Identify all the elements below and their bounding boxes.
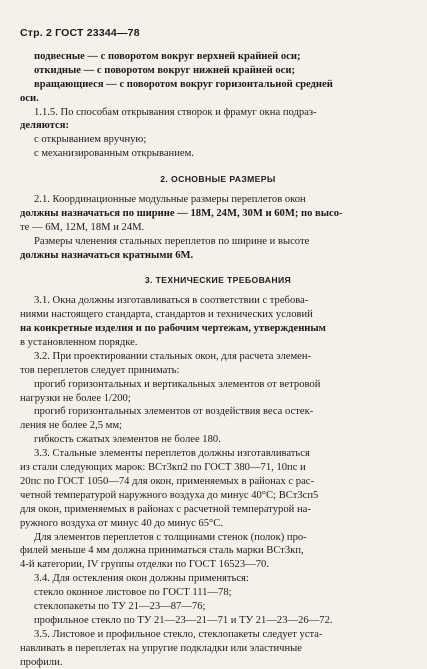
text-line: профильное стекло по ТУ 21—23—21—71 и ТУ 21—23—26—72. <box>34 614 333 626</box>
text-line: деляются: <box>20 120 69 132</box>
section-2-heading: 2. ОСНОВНЫЕ РАЗМЕРЫ <box>160 174 276 185</box>
section-3-body <box>20 294 416 669</box>
section-3-heading: 3. ТЕХНИЧЕСКИЕ ТРЕБОВАНИЯ <box>144 275 292 286</box>
text-line: тов переплетов следует принимать: <box>20 364 180 376</box>
text-line: 3.2. При проектировании стальных окон, для расчета элемен- <box>34 350 312 362</box>
text-line: 3.5. Листовое и профильное стекло, стеклопакеты следует уста- <box>34 628 323 640</box>
text-line: 4-й категории, IV группы отделки по ГОСТ 16523—70. <box>20 559 269 571</box>
text-line: из стали следующих марок: ВСт3кп2 по ГОСТ 380—71, 10пс и <box>20 462 306 474</box>
section-1-continuation <box>20 50 416 161</box>
text-line: вращающиеся — с поворотом вокруг горизонтальной средней <box>34 78 333 90</box>
page-header: Стр. 2 ГОСТ 23344—78 <box>20 27 140 39</box>
text-line: нагрузки не более 1/200; <box>20 392 131 404</box>
text-line: 20пс по ГОСТ 1050—74 для окон, применяемых в районах с рас- <box>20 475 315 487</box>
text-line: откидные — с поворотом вокруг нижней крайней оси; <box>34 64 295 76</box>
text-line: с открыванием вручную; <box>34 134 147 146</box>
text-line: профили. <box>20 656 63 668</box>
text-line: стеклопакеты по ТУ 21—23—87—76; <box>34 600 206 612</box>
section-2-body <box>20 193 416 262</box>
text-line: стекло оконное листовое по ГОСТ 111—78; <box>34 587 232 599</box>
text-line: прогиб горизонтальных и вертикальных элементов от ветровой <box>34 378 321 390</box>
text-line: прогиб горизонтальных элементов от воздействия веса остек- <box>34 406 314 418</box>
text-line: для окон, применяемых в районах с расчетной температурой на- <box>20 503 311 515</box>
text-line: Размеры членения стальных переплетов по ширине и высоте <box>34 235 310 247</box>
text-line: Для элементов переплетов с толщинами стенок (полок) про- <box>34 531 307 543</box>
text-line: оси. <box>20 92 39 104</box>
text-line: 1.1.5. По способам открывания створок и фрамуг окна подраз- <box>34 106 317 118</box>
text-line: 3.1. Окна должны изготавливаться в соответствии с требова- <box>34 295 309 307</box>
text-line: 2.1. Координационные модульные размеры переплетов окон <box>34 194 306 206</box>
text-line: на конкретные изделия и по рабочим чертежам, утвержденным <box>20 323 326 335</box>
text-line: с механизированным открыванием. <box>34 148 194 160</box>
text-line: должны назначаться по ширине — 18М, 24М, 30М и 60М; по высо- <box>20 207 343 219</box>
text-line: гибкость сжатых элементов не более 180. <box>34 434 221 446</box>
text-line: подвесные — с поворотом вокруг верхней крайней оси; <box>34 51 301 62</box>
text-line: филей меньше 4 мм должна приниматься сталь марки ВСт3кп, <box>20 545 304 557</box>
text-line: должны назначаться кратными 6М. <box>20 249 194 261</box>
text-line: 3.3. Стальные элементы переплетов должны изготавливаться <box>34 448 310 460</box>
document-body <box>20 50 416 669</box>
text-line: четной температурой наружного воздуха до минус 40°С; ВСт3сп5 <box>20 489 319 501</box>
text-line: те — 6М, 12М, 18М и 24М. <box>20 221 145 233</box>
text-line: навливать в переплетах на упругие подкладки или эластичные <box>20 642 302 654</box>
text-line: в установленном порядке. <box>20 337 138 349</box>
text-line: ниями настоящего стандарта, стандартов и технических условий <box>20 309 313 321</box>
text-line: ружного воздуха от минус 40 до минус 65°С. <box>20 517 223 529</box>
text-line: 3.4. Для остекления окон должны применяться: <box>34 573 249 585</box>
text-line: ления не более 2,5 мм; <box>20 420 122 432</box>
